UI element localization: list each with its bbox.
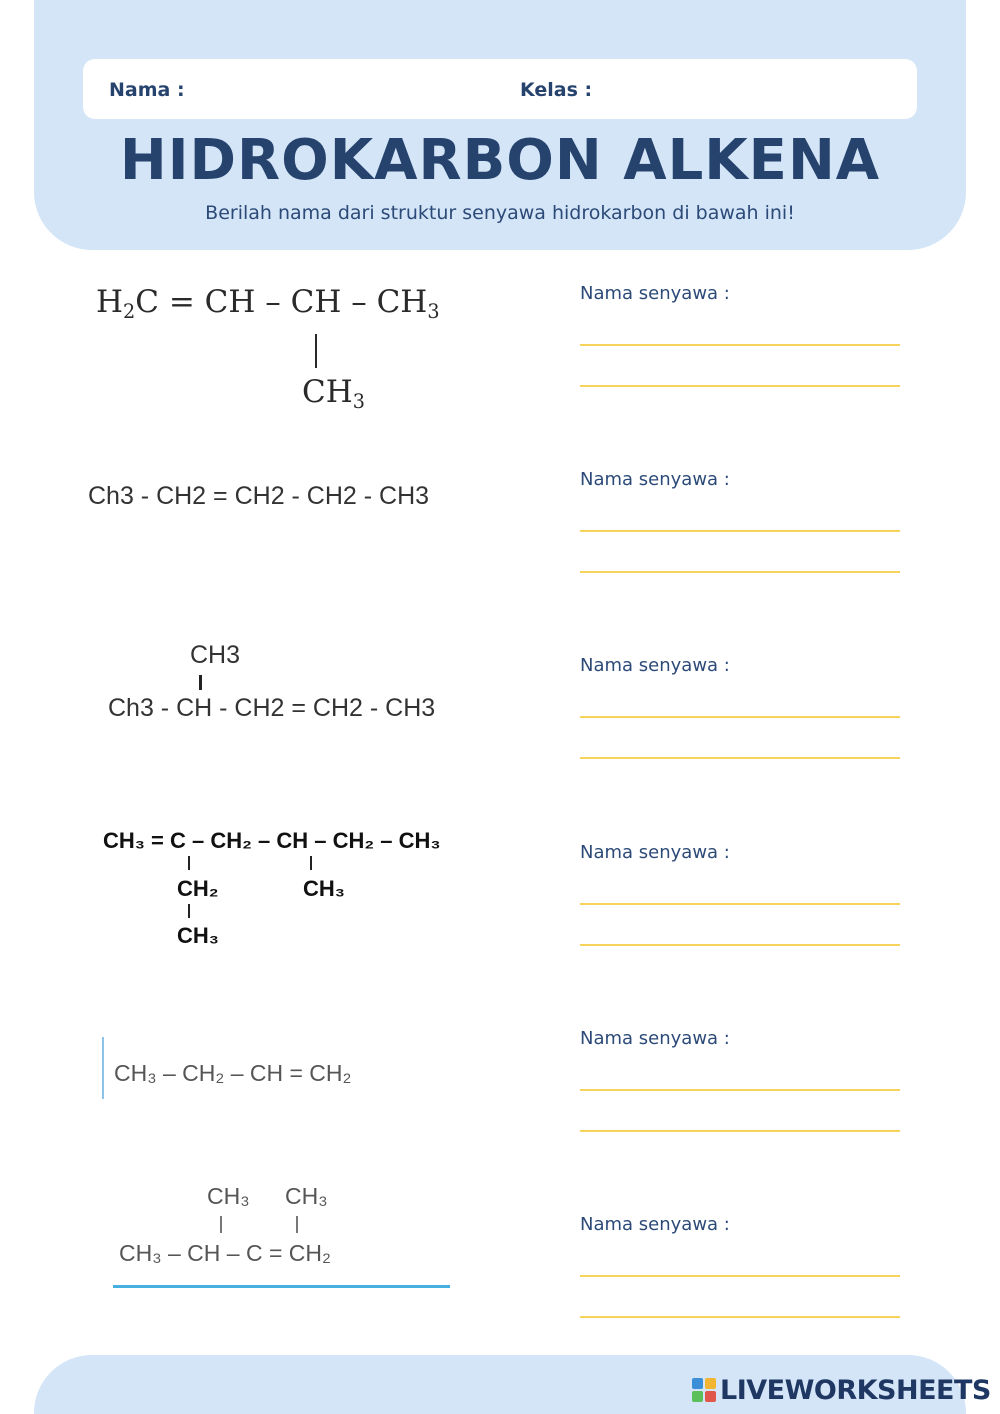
s1-branch-sub: 3 xyxy=(352,389,365,413)
s5-margin-line xyxy=(102,1037,104,1099)
answer-line-6b[interactable] xyxy=(580,1316,900,1318)
s1-branch: CH xyxy=(302,374,353,410)
s6-underline xyxy=(113,1285,450,1288)
answer-line-1b[interactable] xyxy=(580,385,900,387)
s6-branch1: CH₃ xyxy=(207,1183,250,1209)
answer-block-6 xyxy=(580,1214,900,1235)
answer-block-2 xyxy=(580,469,900,490)
page-title: HIDROKARBON ALKENA xyxy=(119,128,881,193)
answer-block-3 xyxy=(580,655,900,676)
answer-line-5a[interactable] xyxy=(580,1089,900,1091)
s1-h: H xyxy=(96,284,124,320)
s4-main: CH₃ = C – CH₂ – CH – CH₂ – CH₃ xyxy=(103,828,441,853)
s4-branch1a: CH₂ xyxy=(177,876,219,901)
answer-line-2a[interactable] xyxy=(580,530,900,532)
answer-line-1a[interactable] xyxy=(580,344,900,346)
class-label: Kelas : xyxy=(520,79,593,101)
answer-line-3a[interactable] xyxy=(580,716,900,718)
s1-h-sub: 2 xyxy=(123,299,136,323)
s3-main: Ch3 - CH - CH2 = CH2 - CH3 xyxy=(108,694,436,722)
liveworksheets-icon xyxy=(692,1378,716,1402)
answer-label-1: Nama senyawa : xyxy=(580,283,730,304)
student-info-box xyxy=(83,59,917,119)
s3-bond xyxy=(199,675,202,690)
answer-line-3b[interactable] xyxy=(580,757,900,759)
s6-bond-2 xyxy=(296,1216,298,1233)
answer-block-1 xyxy=(580,283,900,304)
answer-label-6: Nama senyawa : xyxy=(580,1214,730,1235)
s1-main-sub: 3 xyxy=(427,299,440,323)
answer-label-3: Nama senyawa : xyxy=(580,655,730,676)
answer-line-4a[interactable] xyxy=(580,903,900,905)
brand-name: LIVEWORKSHEETS xyxy=(720,1374,991,1406)
s6-branch2: CH₃ xyxy=(285,1183,328,1209)
s4-branch2: CH₃ xyxy=(303,876,345,901)
answer-label-4: Nama senyawa : xyxy=(580,842,730,863)
s6-bond-1 xyxy=(220,1216,222,1233)
answer-label-5: Nama senyawa : xyxy=(580,1028,730,1049)
s2-main: Ch3 - CH2 = CH2 - CH2 - CH3 xyxy=(88,482,430,510)
answer-line-4b[interactable] xyxy=(580,944,900,946)
liveworksheets-logo[interactable] xyxy=(692,1372,991,1408)
s4-bond-3 xyxy=(310,856,312,870)
s4-bond-2 xyxy=(188,904,190,918)
s4-branch1b: CH₃ xyxy=(177,923,219,948)
answer-line-5b[interactable] xyxy=(580,1130,900,1132)
answer-line-2b[interactable] xyxy=(580,571,900,573)
name-label: Nama : xyxy=(109,79,185,101)
s6-main: CH₃ – CH – C = CH₂ xyxy=(119,1240,331,1266)
answer-label-2: Nama senyawa : xyxy=(580,469,730,490)
s4-bond-1 xyxy=(188,856,190,870)
s5-main: CH₃ – CH₂ – CH = CH₂ xyxy=(114,1060,352,1086)
s3-branch: CH3 xyxy=(190,641,241,669)
s1-main: C = CH – CH – CH xyxy=(135,284,428,320)
s1-bond xyxy=(315,334,317,368)
instruction-text: Berilah nama dari struktur senyawa hidrokarbon di bawah ini! xyxy=(205,202,795,224)
answer-block-4 xyxy=(580,842,900,863)
answer-line-6a[interactable] xyxy=(580,1275,900,1277)
answer-block-5 xyxy=(580,1028,900,1049)
